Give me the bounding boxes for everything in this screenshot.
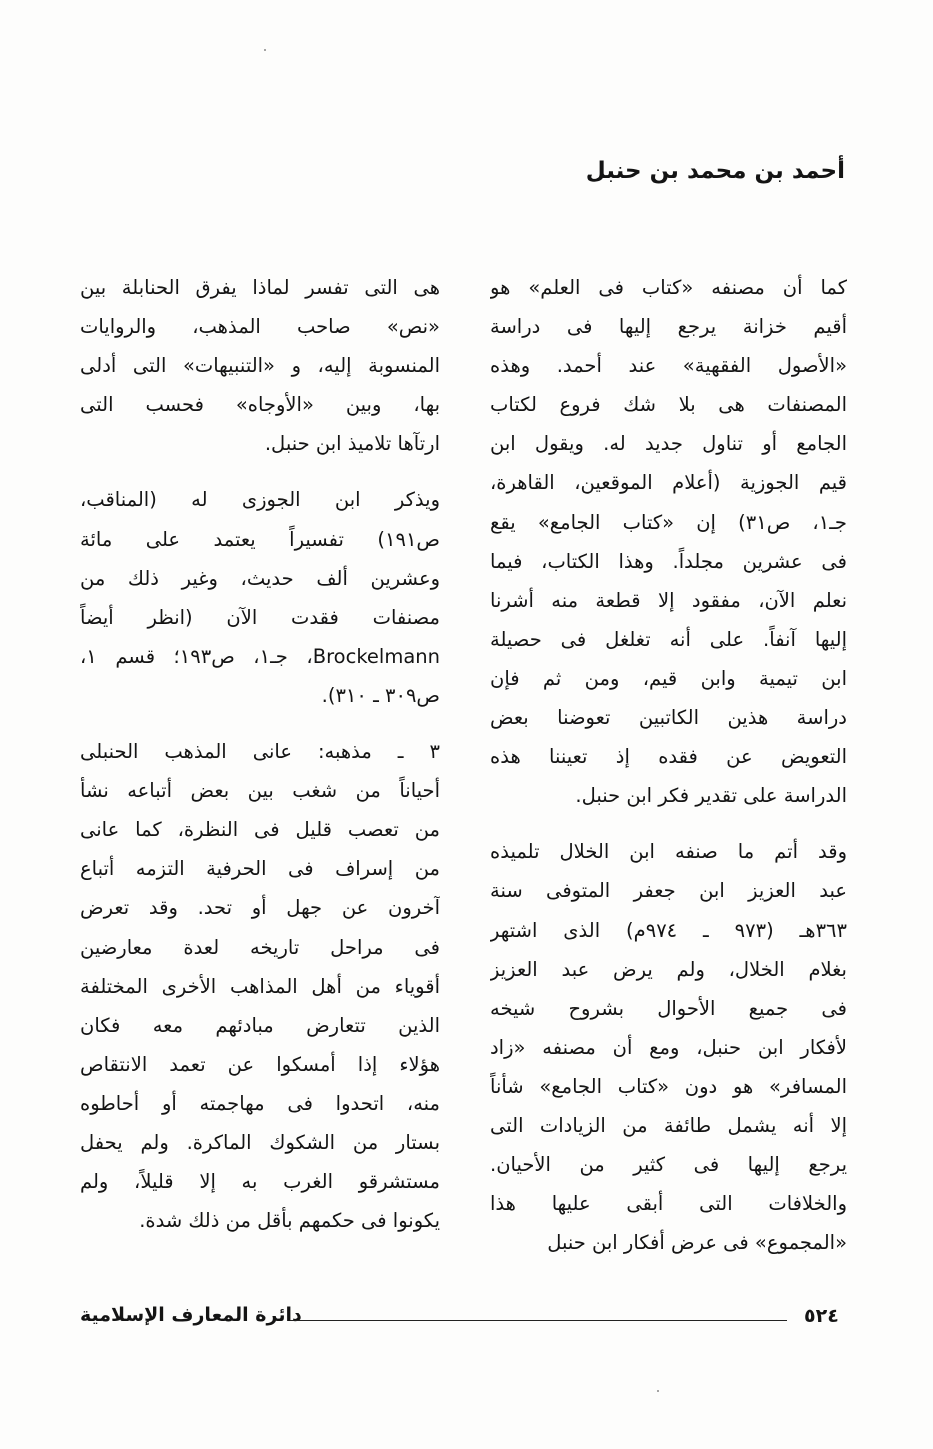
- text-line: مصنفات فقدت الآن (انظر أيضاً: [80, 605, 440, 629]
- text-line: فى جميع الأحوال بشروح شيخه: [490, 996, 847, 1020]
- text-line: قيم الجوزية (أعلام الموقعين، القاهرة،: [490, 471, 847, 495]
- text-line: إليها آنفاً. على أنه تغلغل فى حصيلة: [490, 627, 847, 651]
- text-line: أحياناً من شغب بين بعض أتباعه نشأ: [80, 779, 440, 803]
- text-line: إلا أنه يشمل طائفة من الزيادات التى: [490, 1113, 847, 1137]
- text-line: والخلافات التى أبقى عليها هذا: [490, 1192, 847, 1216]
- text-line: المصنفات هى بلا شك فروع لكتاب: [490, 393, 847, 417]
- text-line: من تعصب قليل فى النظرة، كما عانى: [80, 818, 440, 842]
- text-line: «الأصول الفقهية» عند أحمد. وهذه: [490, 354, 847, 378]
- footer-rule: [290, 1320, 787, 1321]
- text-line: وعشرين ألف حديث، وغير ذلك من: [80, 566, 440, 590]
- text-line: ارتآها تلاميذ ابن حنبل.: [264, 432, 440, 456]
- page-number: ٥٢٤: [804, 1305, 839, 1327]
- text-line: الدراسة على تقدير فكر ابن حنبل.: [575, 784, 847, 808]
- running-title: أحمد بن محمد بن حنبل: [585, 158, 845, 184]
- text-line: دراسة هذين الكاتبين تعوضنا بعض: [490, 706, 847, 730]
- text-line: فى عشرين مجلداً. وهذا الكتاب، فيما: [490, 549, 847, 573]
- text-line: ص١٩١) تفسيراً يعتمد على مائة: [80, 527, 440, 551]
- paragraph-gap: [490, 815, 847, 832]
- text-line: هؤلاء إذا أمسكوا عن تعمد الانتقاص: [80, 1052, 440, 1076]
- publication-title: دائرة المعارف الإسلامية: [80, 1304, 302, 1326]
- paragraph: [490, 268, 847, 815]
- text-line: المنسوبة إليه، و «التنبيهات» التى أدلى: [80, 354, 440, 378]
- paragraph: [80, 480, 440, 715]
- text-line: هى التى تفسر لماذا يفرق الحنابلة بين: [80, 276, 440, 299]
- text-line: جـ١، ص٣١) إن «كتاب الجامع» يقع: [490, 510, 847, 534]
- text-line: «المجموع» فى عرض أفكار ابن حنبل: [547, 1231, 847, 1255]
- text-line: فى مراحل تاريخه لعدة معارضين: [80, 935, 440, 959]
- text-line: وقد أتم ما صنفه ابن الخلال تلميذه: [490, 840, 847, 864]
- paragraph: [80, 732, 440, 1240]
- paragraph-gap: [80, 463, 440, 480]
- text-line: ٣٦٣هـ (٩٧٣ ـ ٩٧٤م) الذى اشتهر: [490, 918, 847, 942]
- text-line: عبد العزيز ابن جعفر المتوفى سنة: [490, 879, 847, 903]
- text-line: يرجع إليها فى كثير من الأحيان.: [490, 1153, 847, 1177]
- text-line: بها، وبين «الأوجاه» فحسب التى: [80, 393, 440, 417]
- paragraph: [490, 832, 847, 1262]
- text-line: مستشرقو الغرب به إلا قليلاً، ولم: [80, 1170, 440, 1194]
- text-line: الجامع أو تناول جديد له. ويقول ابن: [490, 432, 847, 456]
- text-line: بستار من الشكوك الماكرة. ولم يحفل: [80, 1130, 440, 1154]
- text-line: الذين تتعارض مبادئهم معه فكان: [80, 1013, 440, 1037]
- scan-speck: [657, 1390, 659, 1392]
- right-column: [490, 268, 847, 1262]
- paragraph: [80, 268, 440, 463]
- paragraph-gap: [80, 715, 440, 732]
- text-line: كما أن مصنفه «كتاب فى العلم» هو: [490, 276, 847, 299]
- text-line: نعلم الآن، مفقود إلا قطعة منه أشرنا: [490, 588, 847, 612]
- text-line: يكونوا فى حكمهم بأقل من ذلك شدة.: [139, 1209, 440, 1233]
- text-line: ابن تيمية وابن قيم، ومن ثم فإن: [490, 666, 847, 690]
- text-line: منه، اتحدوا فى مهاجمته أو أحاطوه: [80, 1091, 440, 1115]
- text-line: من إسراف فى الحرفية التزمه أتباع: [80, 857, 440, 881]
- text-line: لأفكار ابن حنبل، ومع أن مصنفه «زاد: [490, 1035, 847, 1059]
- left-column: [80, 268, 440, 1240]
- text-line: بغلام الخلال، ولم يرض عبد العزيز: [490, 957, 847, 981]
- text-line: التعويض عن فقده إذ تعيننا هذه: [490, 745, 847, 769]
- text-line: ص٣٠٩ ـ ٣١٠).: [321, 683, 440, 707]
- text-line: أقيم خزانة يرجع إليها فى دراسة: [490, 315, 847, 339]
- text-line: ويذكر ابن الجوزى له (المناقب،: [80, 488, 440, 512]
- text-line: آخرون عن جهل أو تحد. وقد تعرض: [80, 896, 440, 920]
- text-line: «نص» صاحب المذهب، والروايات: [80, 315, 440, 339]
- scan-speck: [264, 49, 266, 51]
- text-line: المسافر» هو دون «كتاب الجامع» شأناً: [490, 1074, 847, 1098]
- text-line: أقوياء من أهل المذاهب الأخرى المختلفة: [80, 974, 440, 998]
- text-line: Brockelmann، جـ١، ص١٩٣؛ قسم ١،: [80, 644, 440, 668]
- text-line: ٣ ـ مذهبه: عانى المذهب الحنبلى: [80, 740, 440, 764]
